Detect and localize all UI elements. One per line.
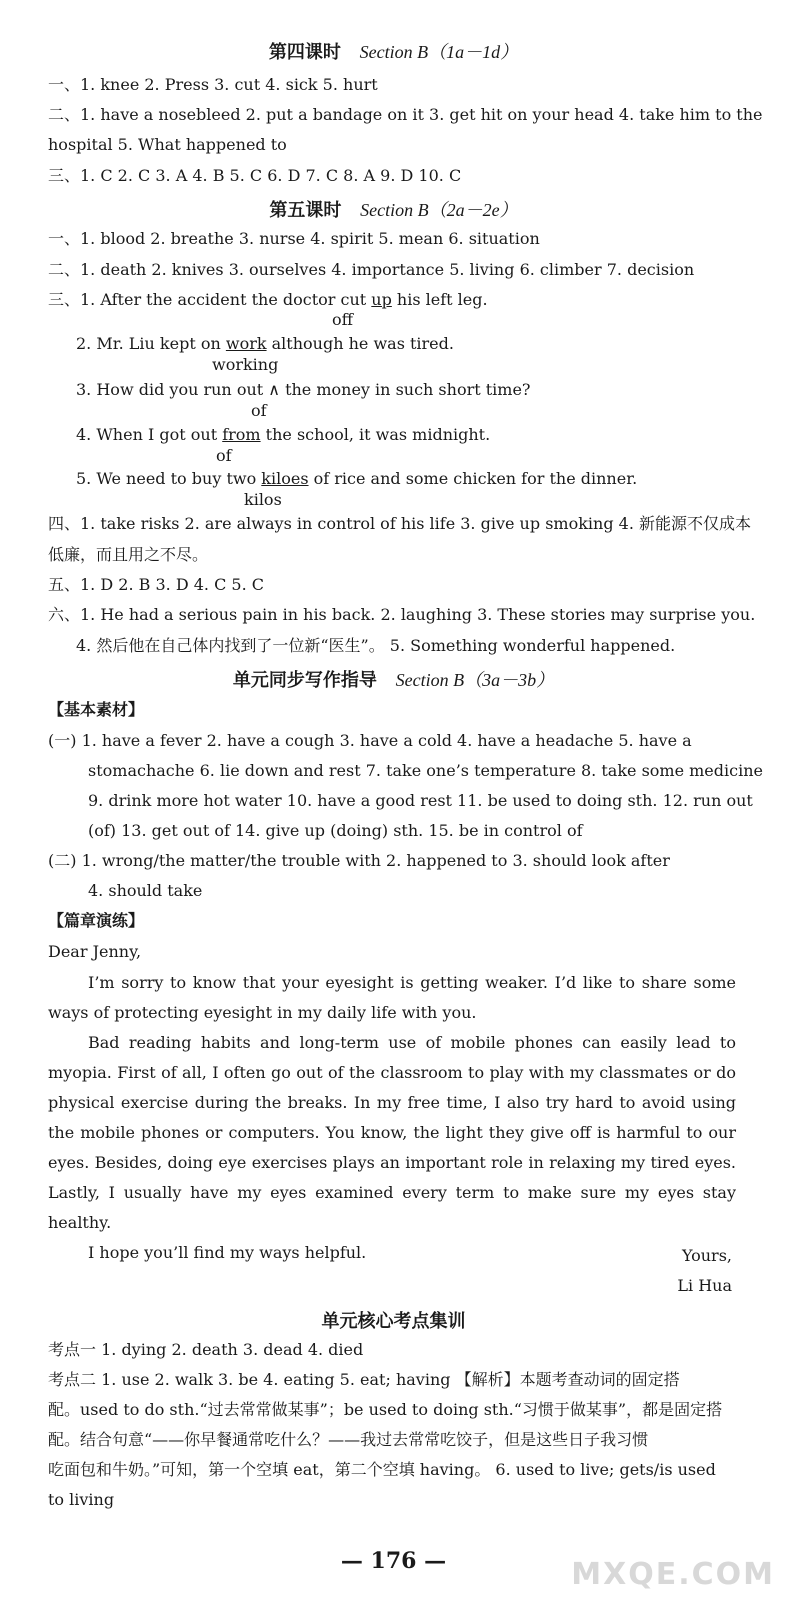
sentence-text: his left leg. bbox=[391, 290, 488, 309]
letter-paragraph: I’m sorry to know that your eyesight is getting weaker. I’d like to share some ways of protecting eyesight in my daily life with you. bbox=[48, 973, 736, 1022]
correction-sentence: 3. How did you run out ∧ the money in such short time? bbox=[76, 380, 531, 399]
writing-subtitle: Section B（3a－3b） bbox=[395, 670, 555, 690]
correction-word: of bbox=[251, 401, 267, 420]
writing-title: 单元同步写作指导 bbox=[232, 670, 377, 691]
sentence-text: although he was tired. bbox=[266, 334, 454, 353]
answer-line: 配。used to do sth.“过去常常做某事”；be used to doing sth.“习惯于做某事”，都是固定搭 bbox=[48, 1400, 723, 1419]
section-4-heading bbox=[0, 38, 787, 64]
section-5-subtitle: Section B（2a－2e） bbox=[360, 200, 518, 220]
answer-line: (二) 1. wrong/the matter/the trouble with 2. happened to 3. should look after bbox=[48, 851, 670, 870]
answer-line: 吃面包和牛奶。”可知，第一个空填 eat，第二个空填 having。 6. used to live; gets/is used bbox=[48, 1460, 716, 1479]
letter-paragraph: I hope you’ll find my ways helpful. bbox=[88, 1243, 367, 1262]
answer-line: 六、1. He had a serious pain in his back. 2. laughing 3. These stories may surprise you. bbox=[48, 605, 756, 624]
correction-word: working bbox=[212, 355, 279, 374]
section-5-heading bbox=[0, 196, 787, 222]
answer-line: hospital 5. What happened to bbox=[48, 135, 287, 154]
correction-word: kilos bbox=[244, 490, 282, 509]
answer-line: 低廉，而且用之不尽。 bbox=[48, 545, 209, 564]
correction-sentence bbox=[76, 425, 490, 445]
answer-line: 4. should take bbox=[88, 881, 203, 900]
answer-line: 三、1. C 2. C 3. A 4. B 5. C 6. D 7. C 8. A 9. D 10. C bbox=[48, 166, 462, 185]
sentence-text: 三、1. After the accident the doctor cut bbox=[48, 290, 372, 309]
answer-line: 配。结合句意“——你早餐通常吃什么？——我过去常常吃饺子，但是这些日子我习惯 bbox=[48, 1430, 649, 1449]
correction-sentence bbox=[48, 290, 488, 310]
practice-label: 【篇章演练】 bbox=[48, 911, 145, 930]
answer-line: 考点一 1. dying 2. death 3. dead 4. died bbox=[48, 1340, 364, 1359]
sentence-text: 4. When I got out bbox=[76, 425, 223, 444]
letter-signature: Li Hua bbox=[677, 1276, 732, 1295]
answer-line: stomachache 6. lie down and rest 7. take one’s temperature 8. take some medicine bbox=[88, 761, 763, 780]
sentence-text: 5. We need to buy two bbox=[76, 469, 262, 488]
answer-line: (一) 1. have a fever 2. have a cough 3. have a cold 4. have a headache 5. have a bbox=[48, 731, 692, 750]
answer-line: 二、1. death 2. knives 3. ourselves 4. importance 5. living 6. climber 7. decision bbox=[48, 260, 695, 279]
answer-line: 五、1. D 2. B 3. D 4. C 5. C bbox=[48, 575, 265, 594]
answer-line: 四、1. take risks 2. are always in control of his life 3. give up smoking 4. 新能源不仅成本 bbox=[48, 514, 752, 533]
watermark-logo: MXQE.COM bbox=[571, 1557, 775, 1592]
error-word: from bbox=[222, 425, 261, 444]
letter-closing: Yours, bbox=[681, 1246, 732, 1265]
letter-paragraph: Bad reading habits and long-term use of mobile phones can easily lead to myopia. First of all, I often go out of the classroom to play with my classmates or do physical exercise during the breaks. In my free time, I also try hard to avoid using the mobile phones or computers. You know, the light they give off is harmful to our eyes. Besides, doing eye exercises plays an important role in relaxing my tired eyes. Lastly, I usually have my eyes examined every term to make sure my eyes stay healthy. bbox=[48, 1033, 736, 1232]
basic-materials-label: 【基本素材】 bbox=[48, 700, 145, 719]
correction-sentence bbox=[76, 334, 454, 354]
sentence-text: the school, it was midnight. bbox=[260, 425, 491, 444]
answer-line: to living bbox=[48, 1490, 115, 1509]
section-4-subtitle: Section B（1a－1d） bbox=[359, 42, 519, 62]
correction-word: off bbox=[332, 310, 353, 329]
error-word: work bbox=[225, 334, 267, 353]
answer-line: 二、1. have a nosebleed 2. put a bandage on it 3. get hit on your head 4. take him to the bbox=[48, 105, 763, 124]
answer-line: (of) 13. get out of 14. give up (doing) sth. 15. be in control of bbox=[88, 821, 583, 840]
error-word: kiloes bbox=[261, 469, 309, 488]
correction-word: of bbox=[216, 446, 232, 465]
letter-body bbox=[48, 968, 736, 1268]
answer-line: 4. 然后他在自己体内找到了一位新“医生”。 5. Something wonderful happened. bbox=[76, 636, 676, 655]
writing-heading bbox=[0, 666, 787, 692]
sentence-text: 2. Mr. Liu kept on bbox=[76, 334, 226, 353]
answer-line: 一、1. knee 2. Press 3. cut 4. sick 5. hurt bbox=[48, 75, 378, 94]
correction-sentence bbox=[76, 469, 637, 489]
answer-line: 9. drink more hot water 10. have a good rest 11. be used to doing sth. 12. run out bbox=[88, 791, 753, 810]
core-heading: 单元核心考点集训 bbox=[321, 1311, 466, 1332]
error-word: up bbox=[371, 290, 392, 309]
answer-line: 考点二 1. use 2. walk 3. be 4. eating 5. eat; having 【解析】本题考查动词的固定搭 bbox=[48, 1370, 680, 1389]
section-5-title: 第五课时 bbox=[269, 200, 342, 221]
letter-greeting: Dear Jenny, bbox=[48, 942, 142, 961]
answer-line: 一、1. blood 2. breathe 3. nurse 4. spirit 5. mean 6. situation bbox=[48, 229, 540, 248]
sentence-text: of rice and some chicken for the dinner. bbox=[308, 469, 638, 488]
section-4-title: 第四课时 bbox=[268, 42, 341, 63]
page-number: — 176 — bbox=[340, 1548, 447, 1574]
